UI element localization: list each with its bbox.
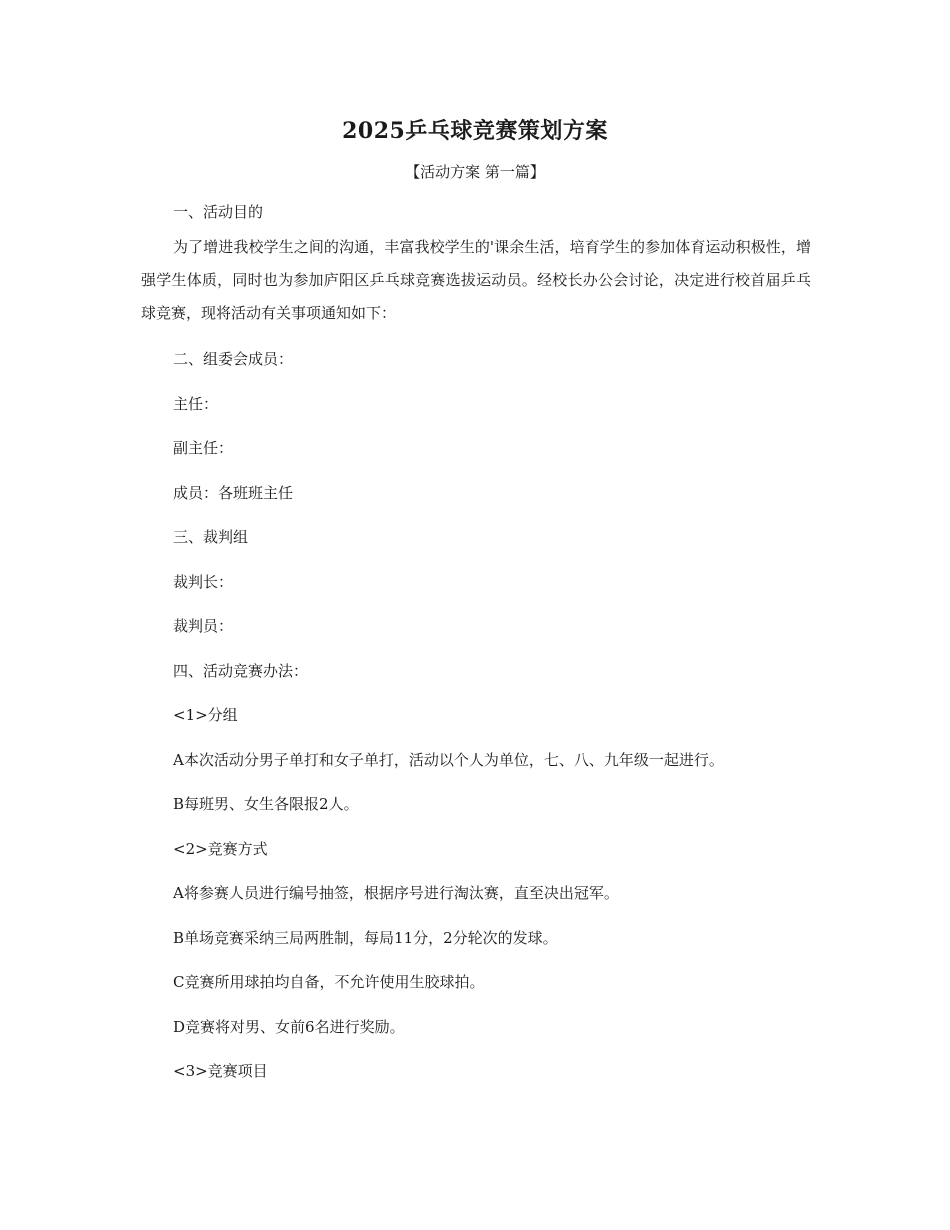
section-heading-referees: 三、裁判组 <box>173 528 249 546</box>
format-item-a: A将参赛人员进行编号抽签，根据序号进行淘汰赛，直至决出冠军。 <box>173 884 619 902</box>
subsection-heading-grouping: <1>分组 <box>173 706 238 724</box>
vice-director-line: 副主任： <box>173 439 234 457</box>
chief-referee-line: 裁判长： <box>173 573 234 591</box>
referees-line: 裁判员： <box>173 617 234 635</box>
members-line: 成员：各班班主任 <box>173 484 294 502</box>
section-heading-purpose: 一、活动目的 <box>173 203 264 221</box>
grouping-item-a: A本次活动分男子单打和女子单打，活动以个人为单位，七、八、九年级一起进行。 <box>173 751 724 769</box>
format-item-c: C竞赛所用球拍均自备，不允许使用生胶球拍。 <box>173 973 485 991</box>
section-heading-committee: 二、组委会成员： <box>173 350 294 368</box>
section-heading-rules: 四、活动竞赛办法： <box>173 662 309 680</box>
grouping-item-b: B每班男、女生各限报2人。 <box>173 795 359 813</box>
subsection-heading-format: <2>竞赛方式 <box>173 840 268 858</box>
director-line: 主任： <box>173 395 219 413</box>
document-subtitle: 【活动方案 第一篇】 <box>405 163 545 181</box>
format-item-b: B单场竞赛采纳三局两胜制，每局11分，2分轮次的发球。 <box>173 929 558 947</box>
document-title: 2025乒乓球竞赛策划方案 <box>342 118 608 144</box>
subsection-heading-events: <3>竞赛项目 <box>173 1062 268 1080</box>
purpose-paragraph: 为了增进我校学生之间的沟通，丰富我校学生的'课余生活，培育学生的参加体育运动积极性，增强学生体质，同时也为参加庐阳区乒乓球竞赛选拔运动员。经校长办公会讨论，决定进行校首届乒乓球竞赛，现将活动有关事项通知如下： <box>141 238 811 322</box>
format-item-d: D竞赛将对男、女前6名进行奖励。 <box>173 1018 405 1036</box>
